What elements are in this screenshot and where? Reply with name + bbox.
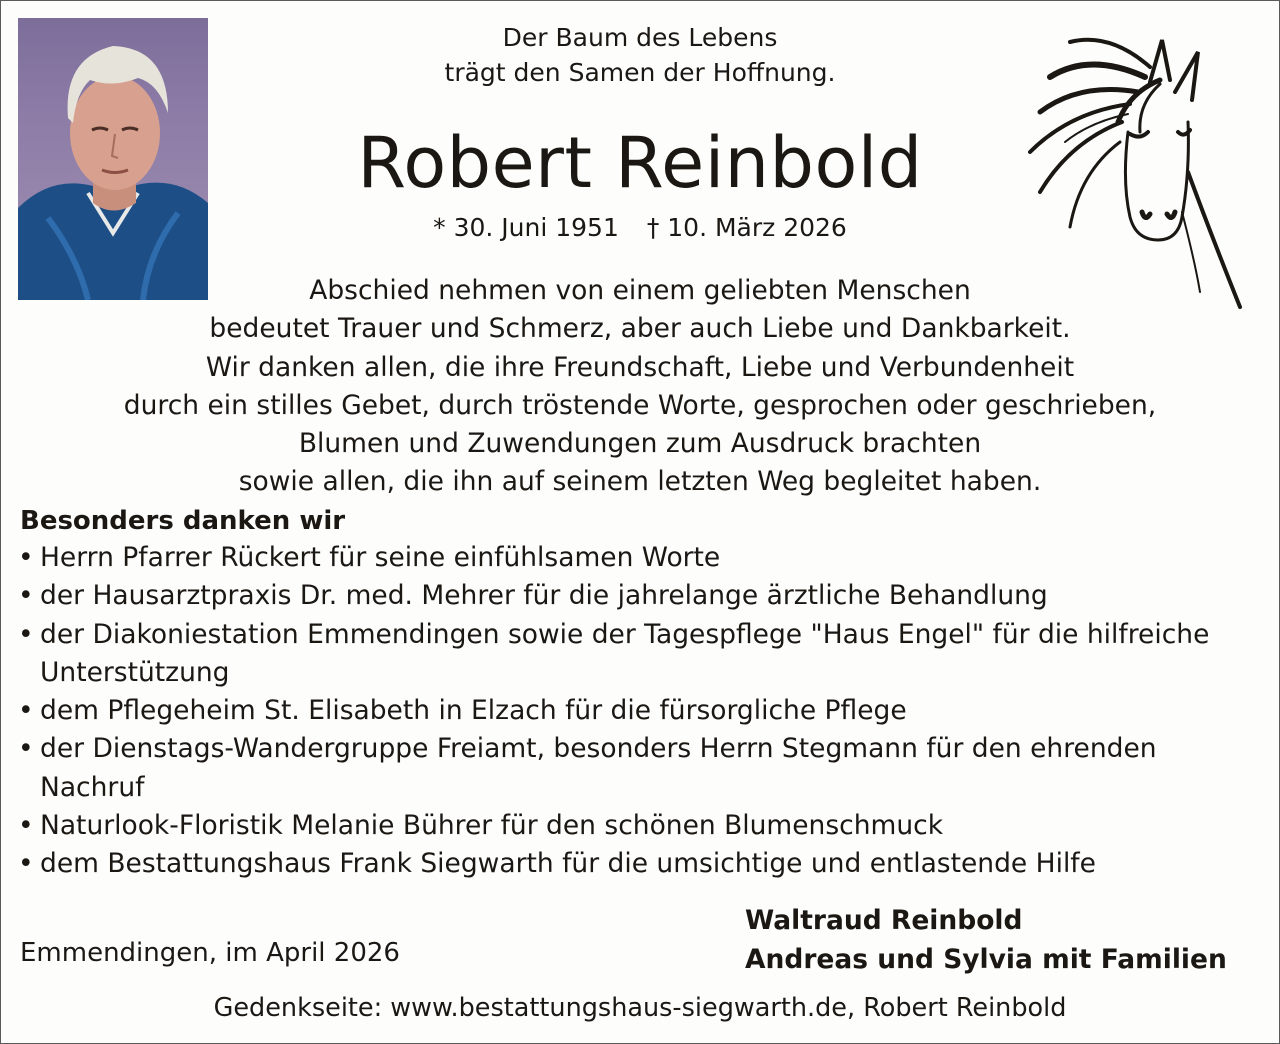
message <box>0 272 1280 502</box>
message-line: Blumen und Zuwendungen zum Ausdruck brachten <box>298 428 982 460</box>
thanks-item: • Naturlook-Floristik Melanie Bührer für den schönen Blumenschmuck <box>18 807 1258 845</box>
death-date: † 10. März 2026 <box>646 213 847 242</box>
message-line: sowie allen, die ihn auf seinem letzten Weg begleitet haben. <box>238 466 1042 498</box>
motto <box>0 20 1280 90</box>
birth-date: * 30. Juni 1951 <box>433 213 619 242</box>
thanks-item: • dem Pflegeheim St. Elisabeth in Elzach für die fürsorgliche Pflege <box>18 692 1258 730</box>
thanks-item: • dem Bestattungshaus Frank Siegwarth für die umsichtige und entlastende Hilfe <box>18 845 1258 883</box>
message-line: durch ein stilles Gebet, durch tröstende Worte, gesprochen oder geschrieben, <box>123 389 1157 421</box>
thanks-item: • der Hausarztpraxis Dr. med. Mehrer für die jahrelange ärztliche Behandlung <box>18 577 1258 615</box>
thanks-item: • der Diakoniestation Emmendingen sowie der Tagespflege "Haus Engel" für die hilfreiche Unterstützung <box>18 616 1258 693</box>
thanks-title: Besonders danken wir <box>20 506 346 536</box>
signer: Waltraud Reinbold <box>745 905 1023 936</box>
signers <box>745 902 1227 979</box>
thanks-item: • der Dienstags-Wandergruppe Freiamt, besonders Herrn Stegmann für den ehrenden Nachruf <box>18 730 1258 807</box>
life-dates <box>0 210 1280 246</box>
message-line: bedeutet Trauer und Schmerz, aber auch Liebe und Dankbarkeit. <box>209 313 1071 345</box>
deceased-name: Robert Reinbold <box>357 122 923 204</box>
place-date: Emmendingen, im April 2026 <box>20 938 400 968</box>
thanks-item: • Herrn Pfarrer Rückert für seine einfühlsamen Worte <box>18 539 1258 577</box>
message-line: Wir danken allen, die ihre Freundschaft, Liebe und Verbundenheit <box>205 351 1075 383</box>
motto-line-2: trägt den Samen der Hoffnung. <box>444 58 836 87</box>
motto-line-1: Der Baum des Lebens <box>502 23 778 52</box>
thanks-list <box>18 539 1258 884</box>
message-line: Abschied nehmen von einem geliebten Menschen <box>309 275 971 306</box>
memorial-page-link[interactable]: Gedenkseite: www.bestattungshaus-siegwarth.de, Robert Reinbold <box>213 993 1067 1023</box>
signer: Andreas und Sylvia mit Familien <box>745 943 1227 975</box>
